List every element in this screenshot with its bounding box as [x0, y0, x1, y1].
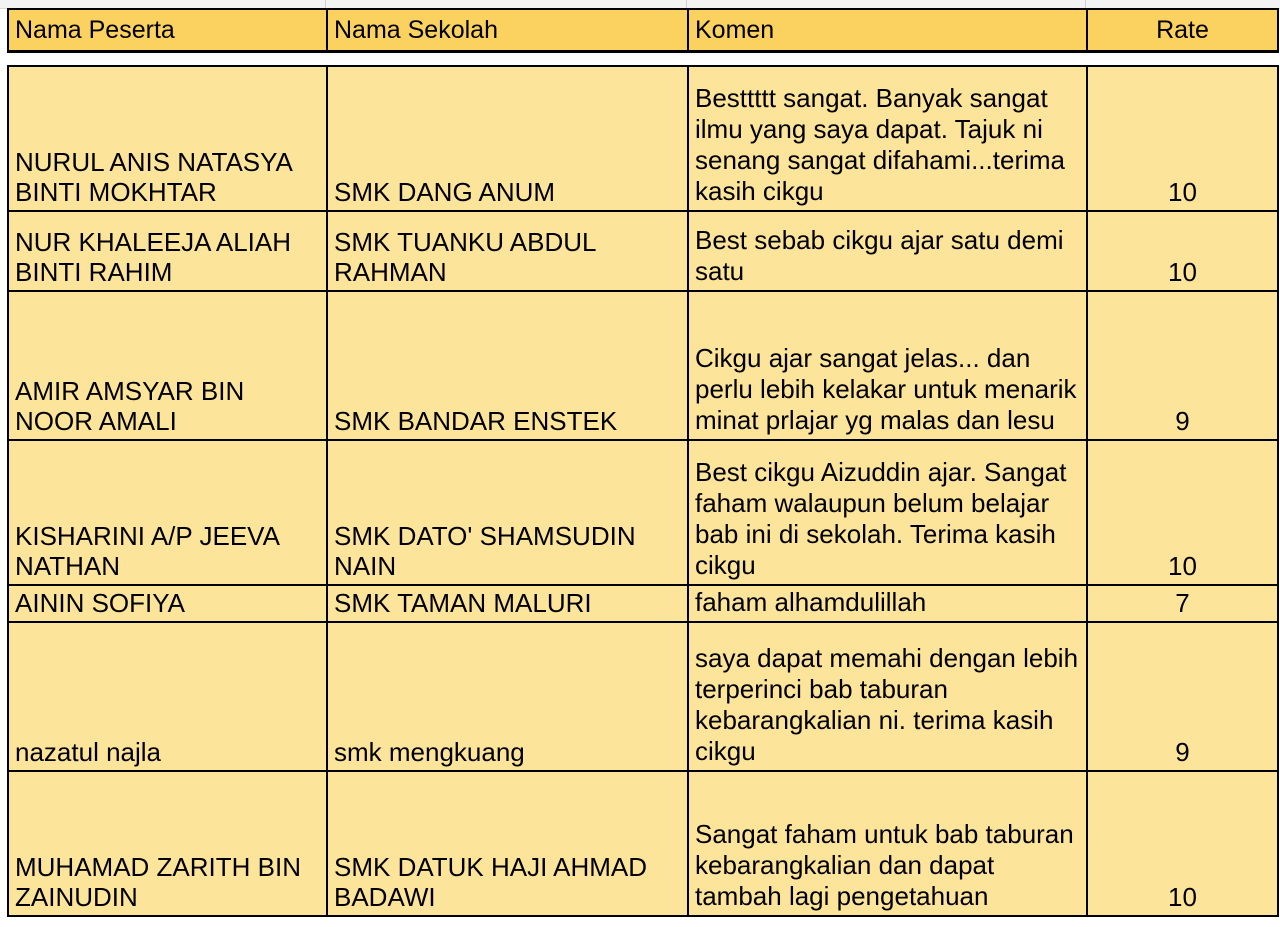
column-divider	[325, 0, 326, 8]
participant-cell[interactable]: nazatul najla	[8, 622, 327, 771]
table-row	[8, 66, 1278, 211]
header-comment[interactable]: Komen	[688, 9, 1087, 52]
participant-cell[interactable]: KISHARINI A/P JEEVA NATHAN	[8, 440, 327, 585]
separator-cell	[688, 52, 1087, 67]
rate-cell[interactable]: 10	[1087, 66, 1278, 211]
header-participant[interactable]: Nama Peserta	[8, 9, 327, 52]
rate-cell[interactable]: 9	[1087, 622, 1278, 771]
school-cell[interactable]: SMK DATUK HAJI AHMAD BADAWI	[327, 771, 688, 916]
comment-cell[interactable]: Best cikgu Aizuddin ajar. Sangat faham walaupun belum belajar bab ini di sekolah. Terima kasih cikgu	[688, 440, 1087, 585]
participant-cell[interactable]: AMIR AMSYAR BIN NOOR AMALI	[8, 291, 327, 440]
header-school[interactable]: Nama Sekolah	[327, 9, 688, 52]
comment-cell[interactable]: Cikgu ajar sangat jelas... dan perlu lebih kelakar untuk menarik minat prlajar yg malas dan lesu	[688, 291, 1087, 440]
participant-cell[interactable]: NUR KHALEEJA ALIAH BINTI RAHIM	[8, 211, 327, 291]
comment-cell[interactable]: saya dapat memahi dengan lebih terperinci bab taburan kebarangkalian ni. terima kasih cikgu	[688, 622, 1087, 771]
rate-cell[interactable]: 7	[1087, 585, 1278, 622]
table-row	[8, 211, 1278, 291]
rate-cell[interactable]: 9	[1087, 291, 1278, 440]
column-divider	[686, 0, 687, 8]
comment-cell[interactable]: Best sebab cikgu ajar satu demi satu	[688, 211, 1087, 291]
feedback-table	[7, 8, 1279, 917]
school-cell[interactable]: SMK DATO' SHAMSUDIN NAIN	[327, 440, 688, 585]
header-rate[interactable]: Rate	[1087, 9, 1278, 52]
column-divider	[1085, 0, 1086, 8]
header-row	[8, 9, 1278, 52]
table-row	[8, 771, 1278, 916]
rate-cell[interactable]: 10	[1087, 771, 1278, 916]
separator-row	[8, 52, 1278, 67]
comment-cell[interactable]: Besttttt sangat. Banyak sangat ilmu yang saya dapat. Tajuk ni senang sangat difahami...terima kasih cikgu	[688, 66, 1087, 211]
school-cell[interactable]: smk mengkuang	[327, 622, 688, 771]
separator-cell	[8, 52, 327, 67]
table-row	[8, 622, 1278, 771]
comment-cell[interactable]: faham alhamdulillah	[688, 585, 1087, 622]
separator-cell	[1087, 52, 1278, 67]
school-cell[interactable]: SMK TAMAN MALURI	[327, 585, 688, 622]
school-cell[interactable]: SMK BANDAR ENSTEK	[327, 291, 688, 440]
school-cell[interactable]: SMK DANG ANUM	[327, 66, 688, 211]
participant-cell[interactable]: AININ SOFIYA	[8, 585, 327, 622]
table-row	[8, 585, 1278, 622]
table-row	[8, 291, 1278, 440]
participant-cell[interactable]: NURUL ANIS NATASYA BINTI MOKHTAR	[8, 66, 327, 211]
rate-cell[interactable]: 10	[1087, 211, 1278, 291]
rate-cell[interactable]: 10	[1087, 440, 1278, 585]
separator-cell	[327, 52, 688, 67]
table-row	[8, 440, 1278, 585]
participant-cell[interactable]: MUHAMAD ZARITH BIN ZAINUDIN	[8, 771, 327, 916]
comment-cell[interactable]: Sangat faham untuk bab taburan kebarangkalian dan dapat tambah lagi pengetahuan	[688, 771, 1087, 916]
school-cell[interactable]: SMK TUANKU ABDUL RAHMAN	[327, 211, 688, 291]
